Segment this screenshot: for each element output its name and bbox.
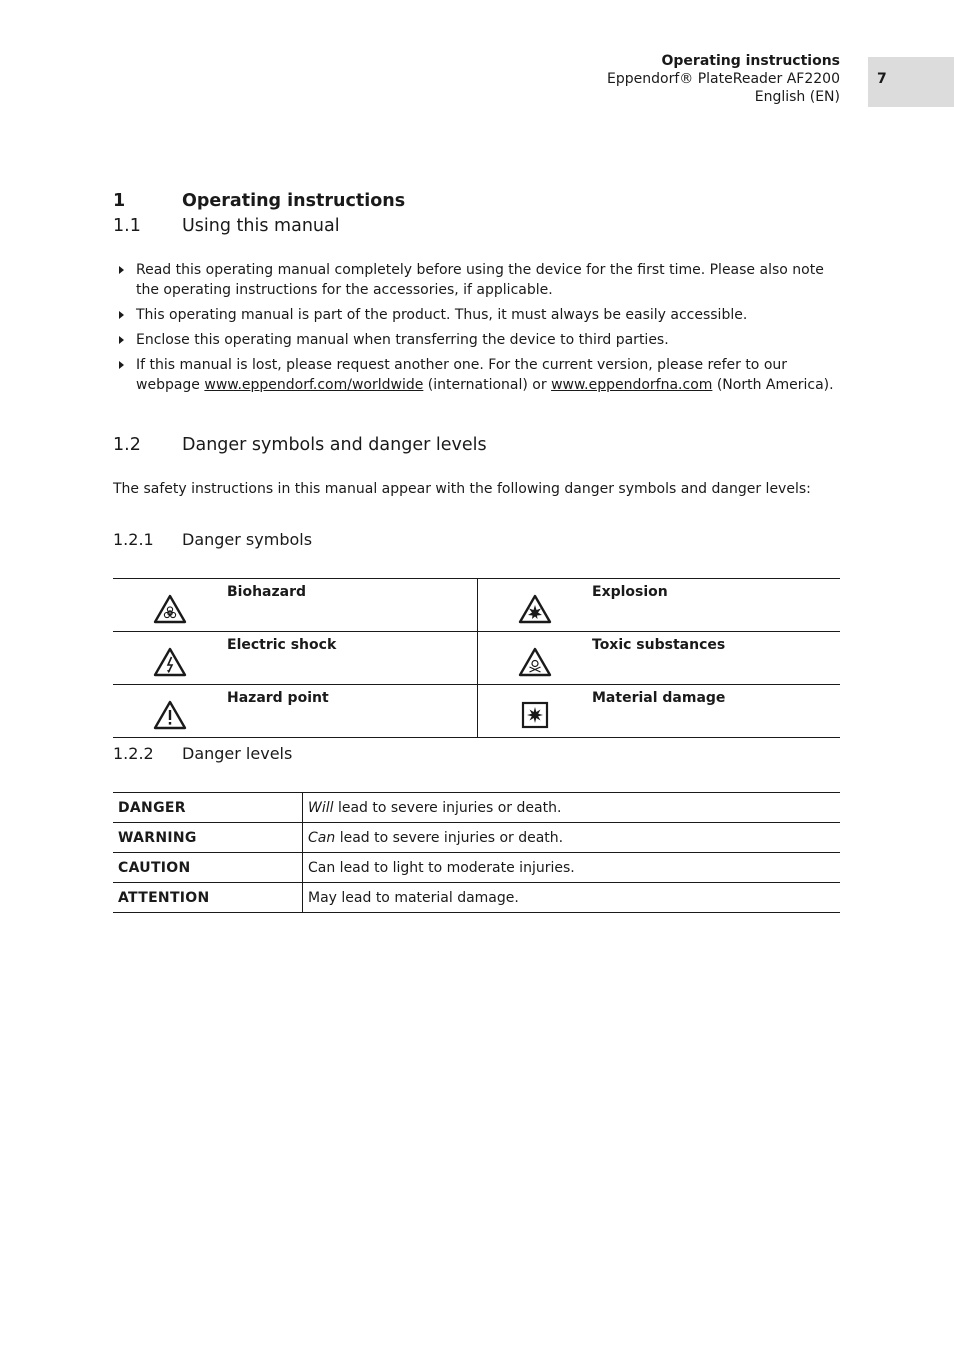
heading-1-number: 1: [113, 191, 126, 211]
list-item-text: (North America).: [716, 377, 834, 393]
link-eppendorf-worldwide[interactable]: www.eppendorf.com/worldwide: [204, 377, 424, 393]
explosion-icon: [518, 594, 552, 624]
intro-paragraph: The safety instructions in this manual appear with the following danger symbols and danger levels:: [113, 481, 811, 497]
level-caution-description: Can lead to light to moderate injuries.: [303, 853, 841, 883]
label-biohazard: Biohazard: [227, 579, 478, 632]
heading-1-2-1-number: 1.2.1: [113, 530, 154, 549]
level-danger: DANGER: [113, 793, 303, 823]
list-item-text: If this manual is lost, please request another one. For the current version, please refer to our webpage: [136, 357, 788, 393]
heading-1-2-1-title: Danger symbols: [182, 530, 313, 549]
label-explosion: Explosion: [592, 579, 840, 632]
table-row: [113, 632, 840, 685]
emphasis: Will: [308, 799, 334, 816]
level-caution: CAUTION: [113, 853, 303, 883]
toxic-substances-icon: [518, 647, 552, 677]
link-eppendorf-na[interactable]: www.eppendorfna.com: [551, 377, 713, 393]
hazard-point-icon: [153, 700, 187, 730]
list-item: Enclose this operating manual when transferring the device to third parties.: [113, 330, 840, 350]
running-header: [607, 52, 840, 106]
level-warning: WARNING: [113, 823, 303, 853]
list-item: [113, 355, 840, 395]
heading-1-1-number: 1.1: [113, 216, 141, 236]
label-material-damage: Material damage: [592, 685, 840, 738]
heading-1-1-title: Using this manual: [182, 216, 340, 236]
level-attention-description: May lead to material damage.: [303, 883, 841, 913]
description-text: lead to severe injuries or death.: [339, 829, 564, 846]
label-electric-shock: Electric shock: [227, 632, 478, 685]
danger-levels-table: [113, 792, 840, 913]
label-hazard-point: Hazard point: [227, 685, 478, 738]
level-warning-description: [303, 823, 841, 853]
label-toxic-substances: Toxic substances: [592, 632, 840, 685]
list-item: This operating manual is part of the product. Thus, it must always be easily accessible.: [113, 305, 840, 325]
instructions-list: [113, 260, 840, 400]
table-row: [113, 823, 840, 853]
electric-shock-icon: [153, 647, 187, 677]
biohazard-icon: [153, 594, 187, 624]
description-text: lead to severe injuries or death.: [337, 799, 562, 816]
page-number-tab: [868, 57, 954, 107]
heading-1-2-2-title: Danger levels: [182, 744, 293, 763]
table-row: [113, 853, 840, 883]
table-row: [113, 579, 840, 632]
level-danger-description: [303, 793, 841, 823]
list-item-text: (international) or: [427, 377, 547, 393]
danger-symbols-table: [113, 578, 840, 738]
table-row: [113, 883, 840, 913]
header-title: Operating instructions: [661, 53, 840, 69]
page-number: 7: [877, 71, 887, 87]
heading-1-2-title: Danger symbols and danger levels: [182, 435, 487, 455]
table-row: [113, 793, 840, 823]
list-item: Read this operating manual completely before using the device for the first time. Please also note the operating instructions for the accessories, if applicable.: [113, 260, 840, 300]
emphasis: Can: [308, 829, 336, 846]
heading-1-2-number: 1.2: [113, 435, 141, 455]
level-attention: ATTENTION: [113, 883, 303, 913]
header-language: English (EN): [754, 89, 840, 105]
heading-1-title: Operating instructions: [182, 191, 406, 211]
header-product: Eppendorf® PlateReader AF2200: [607, 71, 840, 87]
table-row: [113, 685, 840, 738]
material-damage-icon: [520, 700, 550, 730]
heading-1-2-2-number: 1.2.2: [113, 744, 154, 763]
